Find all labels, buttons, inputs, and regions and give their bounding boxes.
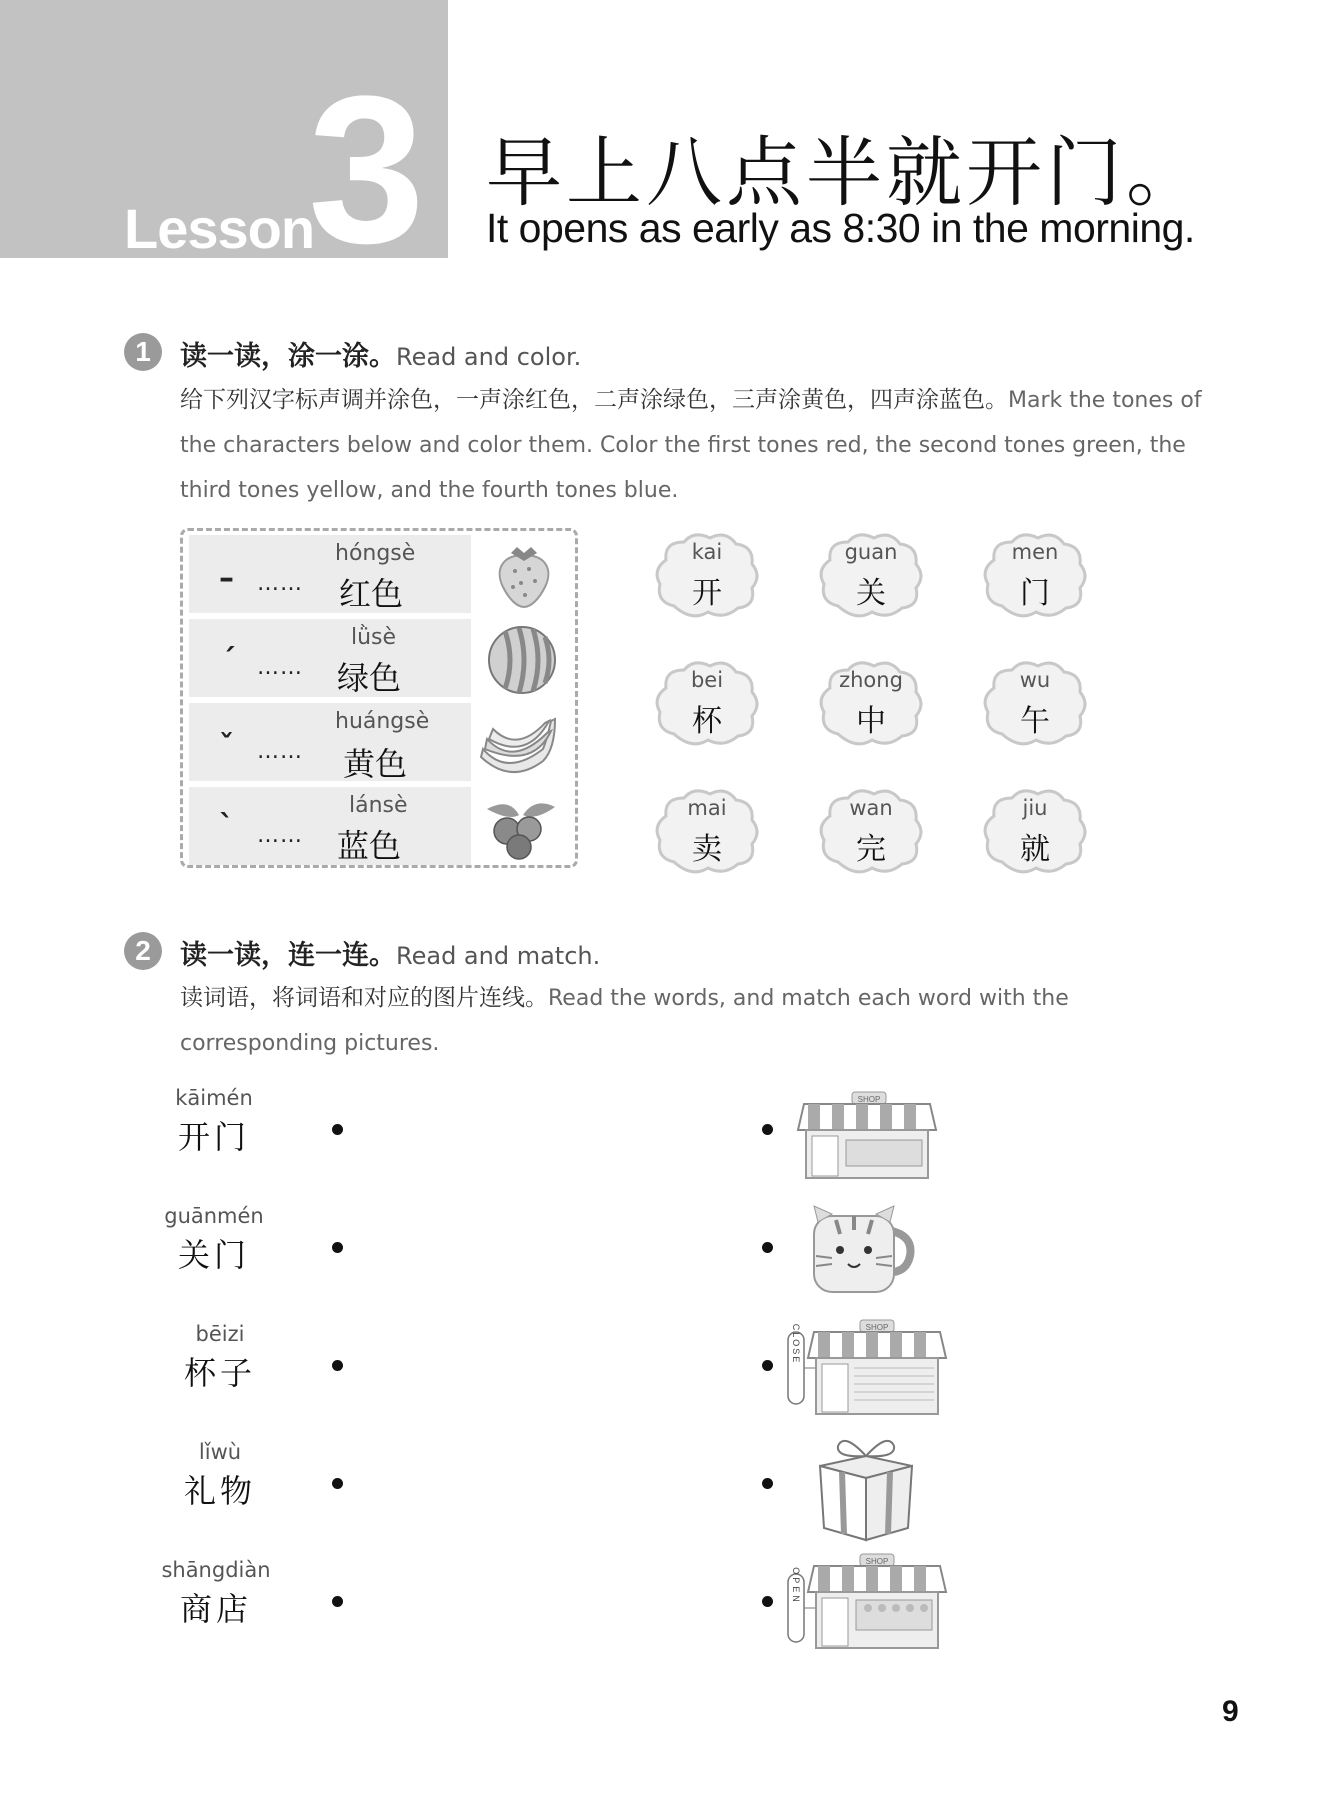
cloud-character: [652, 658, 762, 750]
shop-sign-text: SHOP: [865, 1323, 889, 1332]
tone-pinyin: huángsè: [335, 709, 430, 734]
word-chinese: 关门: [177, 1236, 250, 1274]
strawberry-icon: [489, 541, 559, 611]
cloud-hanzi: 完: [856, 832, 886, 867]
tone-row-3: [189, 703, 471, 781]
word-chinese: 杯子: [183, 1354, 256, 1392]
section-2-title-zh: 读一读，连一连。: [180, 940, 396, 971]
tone-dots: ……: [257, 571, 303, 596]
banana-icon: [477, 709, 561, 779]
cloud-hanzi: 开: [692, 576, 722, 611]
cloud-character: [652, 530, 762, 622]
tone-row-1: [189, 535, 471, 613]
tone-mark-3: ˇ: [219, 729, 234, 764]
tone-mark-4: ˋ: [219, 809, 234, 844]
tone-row-2: [189, 619, 471, 697]
cloud-hanzi: 门: [1020, 576, 1050, 611]
page-number: 9: [1222, 1695, 1239, 1728]
word-chinese: 商店: [179, 1590, 252, 1628]
word-chinese: 开门: [177, 1118, 250, 1156]
section-1-title: [180, 334, 581, 373]
cloud-character: [980, 658, 1090, 750]
tone-color-table: [180, 528, 578, 868]
tone-row-4: [189, 787, 471, 865]
cloud-hanzi: 关: [856, 576, 886, 611]
cloud-pinyin: guan: [844, 540, 898, 564]
word-chinese: 礼物: [183, 1472, 256, 1510]
gift-box-icon: [814, 1432, 918, 1542]
picture-dot[interactable]: [762, 1478, 773, 1489]
shop-sign-text: SHOP: [865, 1557, 889, 1566]
cloud-character: [816, 786, 926, 878]
picture-dot[interactable]: [762, 1124, 773, 1135]
cloud-pinyin: jiu: [1022, 796, 1048, 820]
closed-shop-icon: [784, 1318, 954, 1418]
section-2-instruction-en: Read the words, and match each word with the corresponding pictures.: [180, 986, 1069, 1056]
blueberry-icon: [479, 793, 561, 863]
word-pinyin: lǐwù: [198, 1440, 242, 1464]
open-shop-icon: [784, 1552, 954, 1652]
cloud-pinyin: mai: [687, 796, 727, 820]
tiger-cup-icon: [806, 1200, 918, 1296]
word-dot[interactable]: [332, 1242, 343, 1253]
picture-dot[interactable]: [762, 1596, 773, 1607]
close-tag-text: CLOSE: [791, 1323, 801, 1365]
word-dot[interactable]: [332, 1478, 343, 1489]
tone-mark-1: –: [219, 561, 234, 596]
word-pinyin: shāngdiàn: [161, 1558, 271, 1582]
cloud-character: [816, 658, 926, 750]
word-pinyin: kāimén: [175, 1086, 253, 1110]
word-dot[interactable]: [332, 1596, 343, 1607]
cloud-pinyin: zhong: [839, 668, 903, 692]
shop-sign-text: SHOP: [857, 1095, 881, 1104]
picture-dot[interactable]: [762, 1360, 773, 1371]
cloud-hanzi: 就: [1020, 832, 1050, 867]
lesson-label: Lesson: [124, 197, 315, 260]
lesson-title-english: It opens as early as 8:30 in the morning.: [486, 205, 1195, 251]
section-2-title-en: Read and match.: [396, 942, 601, 970]
cloud-hanzi: 杯: [692, 704, 722, 739]
cloud-pinyin: wan: [849, 796, 893, 820]
tone-chinese: 黄色: [343, 745, 408, 783]
tone-dots: ……: [257, 823, 303, 848]
tone-pinyin: hóngsè: [335, 541, 416, 566]
tone-dots: ……: [257, 655, 303, 680]
tone-chinese: 蓝色: [337, 827, 402, 865]
cloud-character: [652, 786, 762, 878]
picture-dot[interactable]: [762, 1242, 773, 1253]
section-2-instruction-zh: 读词语，将词语和对应的图片连线。: [180, 985, 548, 1011]
lesson-title-chinese: 早上八点半就开门。: [486, 128, 1206, 217]
cloud-pinyin: wu: [1019, 668, 1051, 692]
section-1-title-en: Read and color.: [396, 343, 582, 371]
lesson-number: 3: [308, 52, 421, 287]
section-1-instruction-zh: 给下列汉字标声调并涂色，一声涂红色，二声涂绿色，三声涂黄色，四声涂蓝色。: [180, 387, 1008, 413]
word-pinyin: guānmén: [164, 1204, 264, 1228]
cloud-character: [980, 786, 1090, 878]
cloud-pinyin: bei: [690, 668, 724, 692]
section-1-title-zh: 读一读，涂一涂。: [180, 341, 396, 372]
shop-icon: [796, 1090, 938, 1180]
tone-dots: ……: [257, 739, 303, 764]
cloud-hanzi: 中: [856, 704, 886, 739]
section-2-title: [180, 933, 600, 972]
word-pinyin: bēizi: [195, 1322, 245, 1346]
cloud-character: [816, 530, 926, 622]
cloud-pinyin: men: [1011, 540, 1059, 564]
tone-pinyin: lánsè: [349, 793, 408, 818]
cloud-pinyin: kai: [691, 540, 723, 564]
cloud-hanzi: 午: [1020, 704, 1050, 739]
open-tag-text: OPEN: [791, 1567, 801, 1605]
section-2-instructions: [180, 976, 1220, 1066]
watermelon-icon: [485, 623, 559, 697]
section-2-number: 2: [124, 932, 162, 970]
section-1-instructions: [180, 378, 1220, 513]
section-1-instruction-en: Mark the tones of the characters below and color them. Color the first tones red, the second tones green, the third tones yellow, and the fourth tones blue.: [180, 388, 1202, 503]
tone-pinyin: lǜsè: [351, 625, 397, 650]
section-1-number: 1: [124, 333, 162, 371]
tone-chinese: 红色: [339, 575, 404, 613]
word-dot[interactable]: [332, 1360, 343, 1371]
cloud-hanzi: 卖: [692, 832, 722, 867]
word-dot[interactable]: [332, 1124, 343, 1135]
cloud-character: [980, 530, 1090, 622]
tone-chinese: 绿色: [337, 659, 402, 697]
tone-mark-2: ˊ: [221, 643, 236, 678]
